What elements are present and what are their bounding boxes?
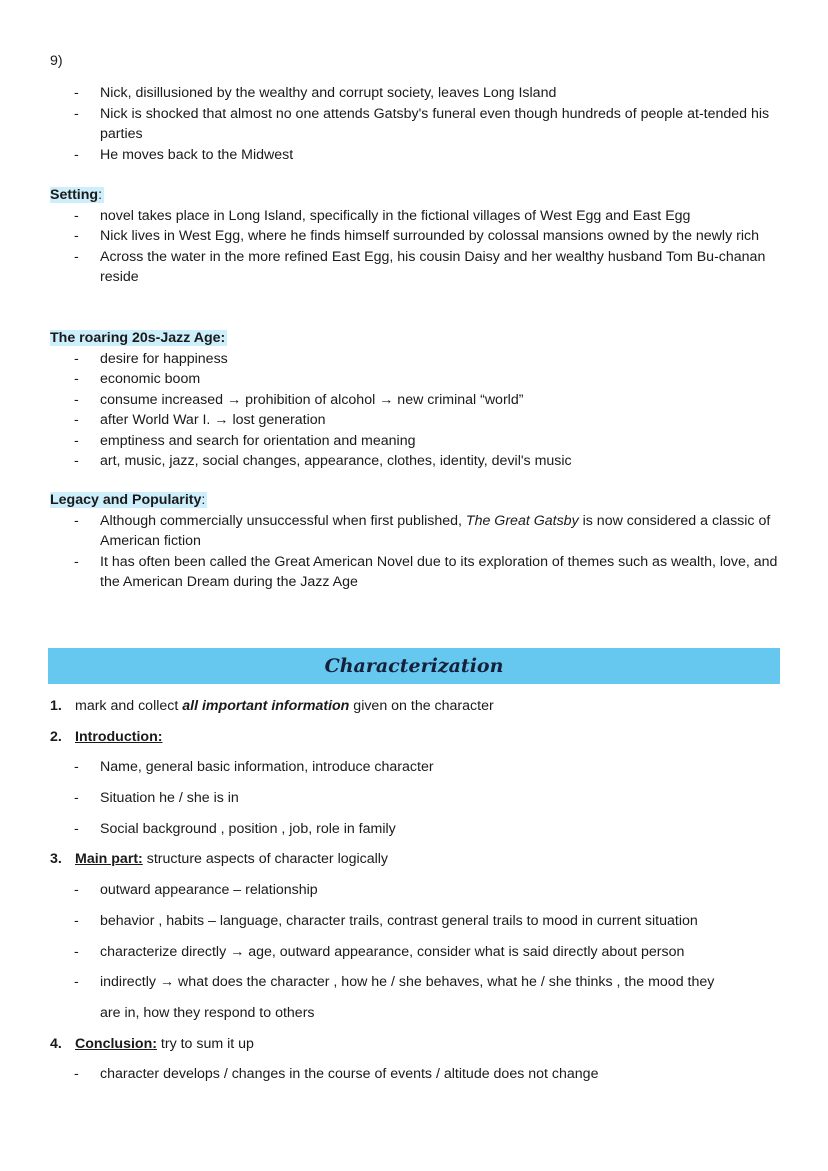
list-item: - Nick, disillusioned by the wealthy and corrupt society, leaves Long Island (50, 83, 785, 104)
list-item: - consume increased → prohibition of alcohol → new criminal “world” (50, 390, 785, 411)
legacy-block (50, 490, 785, 593)
roaring-block (50, 328, 785, 472)
list-item: - Across the water in the more refined East Egg, his cousin Daisy and her wealthy husband Tom Bu-chanan reside (50, 247, 785, 288)
characterization-banner (48, 648, 780, 684)
characterization-title: Characterization (324, 655, 504, 677)
list-item: - Social background , position , job, role in family (50, 818, 785, 849)
list-item: - desire for happiness (50, 349, 785, 370)
list-item: - He moves back to the Midwest (50, 145, 785, 166)
introduction-label: Introduction: (75, 728, 163, 745)
list-item: - economic boom (50, 369, 785, 390)
setting-list (50, 206, 785, 288)
list-item: - characterize directly → age, outward appearance, consider what is said directly about person (50, 941, 785, 972)
legacy-list (50, 511, 785, 593)
conclusion-label: Conclusion: (75, 1035, 157, 1052)
list-item: - character develops / changes in the course of events / altitude does not change (50, 1063, 785, 1094)
list-item: - indirectly → what does the character , how he / she behaves, what he / she thinks , the mood they (50, 971, 785, 1002)
step-3: 3. Main part: structure aspects of character logically (50, 851, 389, 868)
list-item: - Although commercially unsuccessful when first published, The Great Gatsby is now considered a classic of American fiction (50, 511, 785, 552)
list-item-continuation: are in, how they respond to others (100, 1004, 315, 1021)
step-1: 1. mark and collect all important information given on the character (50, 698, 494, 714)
list-item: - novel takes place in Long Island, specifically in the fictional villages of West Egg and East Egg (50, 206, 785, 227)
list-item: - behavior , habits – language, character trails, contrast general trails to mood in current situation (50, 910, 785, 941)
list-item: - Situation he / she is in (50, 787, 785, 818)
step-4: 4. Conclusion: try to sum it up (50, 1035, 254, 1052)
section-9-block (50, 83, 785, 165)
list-item: - Nick is shocked that almost no one attends Gatsby's funeral even though hundreds of people at-tended his parties (50, 104, 785, 145)
list-item: - Nick lives in West Egg, where he finds himself surrounded by colossal mansions owned by the newly rich (50, 226, 785, 247)
roaring-heading: The roaring 20s-Jazz Age: (50, 330, 226, 346)
section-9-list (50, 83, 785, 165)
list-item: - Name, general basic information, introduce character (50, 756, 785, 787)
section-number: 9) (50, 53, 63, 69)
step-2: 2. Introduction: (50, 728, 163, 745)
list-item: - outward appearance – relationship (50, 879, 785, 910)
list-item: - It has often been called the Great American Novel due to its exploration of themes such as wealth, love, and the American Dream during the Jazz Age (50, 552, 785, 593)
list-item: - emptiness and search for orientation and meaning (50, 431, 785, 452)
legacy-heading: Legacy and Popularity: (50, 492, 206, 508)
list-item: - art, music, jazz, social changes, appearance, clothes, identity, devil's music (50, 451, 785, 472)
characterization-steps (50, 695, 785, 1094)
setting-heading: Setting: (50, 187, 103, 203)
setting-block (50, 185, 785, 288)
roaring-list (50, 349, 785, 472)
list-item: - after World War I. → lost generation (50, 410, 785, 431)
book-title: The Great Gatsby (465, 512, 579, 529)
main-part-label: Main part: (75, 851, 143, 868)
